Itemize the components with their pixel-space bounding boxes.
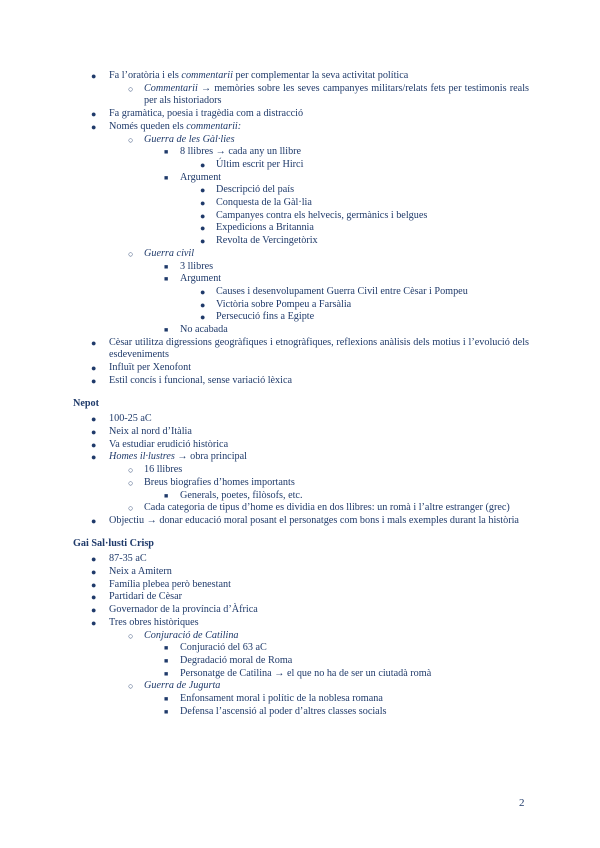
text-run: Defensa l’ascensió al poder d’altres classes socials — [180, 705, 387, 717]
nepot-notes-list — [73, 413, 529, 527]
square-bullet-icon: ■ — [164, 656, 169, 665]
disc-bullet-icon: ● — [91, 567, 97, 578]
text-run: Neix al nord d’Itàlia — [109, 425, 192, 437]
disc-bullet-icon: ● — [200, 236, 206, 247]
italic-text: Guerra civil — [144, 247, 195, 259]
text-run: Conjuració del 63 aC — [180, 642, 267, 654]
list-item-text — [180, 668, 529, 681]
list-item-text — [144, 502, 529, 515]
text-run: Tres obres històriques — [109, 616, 199, 628]
square-bullet-icon: ■ — [164, 669, 169, 678]
list-item-text — [180, 172, 529, 185]
list-item — [73, 655, 529, 668]
list-item — [73, 324, 529, 337]
list-item — [73, 299, 529, 312]
list-item — [73, 426, 529, 439]
text-run: Campanyes contra els helvecis, germànics i belgues — [216, 209, 428, 221]
circle-bullet-icon: ○ — [128, 248, 134, 259]
list-item-text — [144, 134, 529, 147]
text-run: Breus biografies d’homes importants — [144, 476, 295, 488]
list-item-text — [109, 579, 529, 592]
list-item-text — [216, 184, 529, 197]
list-item-text — [180, 273, 529, 286]
list-item-text — [180, 642, 529, 655]
text-run: Argument — [180, 171, 222, 183]
text-run: Partidari de Cèsar — [109, 591, 182, 603]
disc-bullet-icon: ● — [200, 185, 206, 196]
list-item-text — [144, 680, 529, 693]
list-item — [73, 693, 529, 706]
list-item — [73, 83, 529, 108]
disc-bullet-icon: ● — [91, 605, 97, 616]
text-run: Objectiu → donar educació moral posant el personatges com bons i mals exemples durant la història — [109, 514, 519, 526]
list-item — [73, 490, 529, 503]
text-run: 8 llibres → cada any un llibre — [180, 146, 302, 158]
list-item — [73, 337, 529, 362]
list-item-text — [109, 451, 529, 464]
disc-bullet-icon: ● — [91, 375, 97, 386]
list-item-text — [109, 108, 529, 121]
list-item-text — [144, 630, 529, 643]
page-number: 2 — [519, 797, 525, 809]
list-item — [73, 604, 529, 617]
list-item — [73, 566, 529, 579]
list-item — [73, 477, 529, 490]
disc-bullet-icon: ● — [91, 71, 97, 81]
list-item-text — [144, 464, 529, 477]
italic-text: Commentarii — [144, 82, 198, 94]
list-item-text — [216, 222, 529, 235]
list-item-text — [216, 235, 529, 248]
disc-bullet-icon: ● — [91, 554, 97, 565]
disc-bullet-icon: ● — [91, 337, 97, 348]
page-content — [73, 70, 529, 718]
text-run: Família plebea però benestant — [109, 578, 231, 590]
circle-bullet-icon: ○ — [128, 630, 134, 641]
list-item-text — [216, 197, 529, 210]
square-bullet-icon: ■ — [164, 491, 169, 500]
square-bullet-icon: ■ — [164, 173, 169, 182]
list-item — [73, 197, 529, 210]
list-item — [73, 680, 529, 693]
section-heading-sallust: Gai Sal·lusti Crisp — [73, 537, 154, 549]
list-item-text — [109, 553, 529, 566]
disc-bullet-icon: ● — [91, 579, 97, 590]
text-run: → obra principal — [174, 451, 247, 463]
list-item-text — [109, 515, 529, 528]
italic-text: Guerra de les Gàl·lies — [144, 133, 235, 145]
list-item-text — [109, 375, 529, 388]
list-item — [73, 515, 529, 528]
list-item — [73, 642, 529, 655]
disc-bullet-icon: ● — [91, 109, 97, 120]
square-bullet-icon: ■ — [164, 326, 169, 335]
list-item-text — [109, 70, 529, 83]
list-item-text — [144, 248, 529, 261]
list-item-text — [144, 477, 529, 490]
disc-bullet-icon: ● — [200, 198, 206, 209]
circle-bullet-icon: ○ — [128, 477, 134, 488]
circle-bullet-icon: ○ — [128, 83, 134, 94]
list-item — [73, 248, 529, 261]
text-run: Estil concís i funcional, sense variació lèxica — [109, 374, 293, 386]
caesar-notes-list — [73, 70, 529, 388]
text-run: Enfonsament moral i polític de la noblesa romana — [180, 693, 383, 705]
list-item-text — [109, 617, 529, 630]
list-item — [73, 261, 529, 274]
text-run: Només queden els — [109, 120, 187, 132]
text-run: → memòries sobre les seves campanyes militars/relats fets per testimonis reals per als historiadors — [144, 82, 529, 107]
list-item — [73, 184, 529, 197]
list-item — [73, 134, 529, 147]
list-item-text — [216, 299, 529, 312]
list-item-text — [216, 286, 529, 299]
list-item — [73, 159, 529, 172]
text-run: Influït per Xenofont — [109, 362, 192, 374]
list-item-text — [109, 604, 529, 617]
list-item-text — [109, 439, 529, 452]
disc-bullet-icon: ● — [200, 299, 206, 310]
list-item-text — [109, 413, 529, 426]
text-run: Personatge de Catilina → el que no ha de ser un ciutadà romà — [180, 667, 432, 679]
text-run: Causes i desenvolupament Guerra Civil entre Cèsar i Pompeu — [216, 285, 468, 297]
list-item — [73, 553, 529, 566]
italic-text: Homes il·lustres — [109, 451, 175, 463]
list-item — [73, 464, 529, 477]
list-item — [73, 617, 529, 630]
square-bullet-icon: ■ — [164, 644, 169, 653]
list-item — [73, 121, 529, 134]
text-run: Cada categoria de tipus d’home es dividia en dos llibres: un romà i l’altre estranger (grec) — [144, 502, 510, 514]
circle-bullet-icon: ○ — [128, 465, 134, 476]
text-run: Governador de la província d’Àfrica — [109, 604, 258, 616]
disc-bullet-icon: ● — [200, 159, 206, 170]
disc-bullet-icon: ● — [200, 286, 206, 297]
list-item-text — [216, 210, 529, 223]
disc-bullet-icon: ● — [91, 439, 97, 450]
text-run: per complementar la seva activitat política — [232, 70, 409, 81]
circle-bullet-icon: ○ — [128, 681, 134, 692]
text-run: Revolta de Vercingetòrix — [216, 235, 318, 247]
disc-bullet-icon: ● — [91, 426, 97, 437]
list-item — [73, 668, 529, 681]
list-item-text — [109, 337, 529, 362]
italic-text: Guerra de Jugurta — [144, 680, 221, 692]
list-item-text — [216, 311, 529, 324]
text-run: Argument — [180, 273, 222, 285]
text-run: Va estudiar erudició històrica — [109, 438, 229, 450]
list-item — [73, 579, 529, 592]
list-item — [73, 439, 529, 452]
list-item — [73, 108, 529, 121]
list-item-text — [109, 566, 529, 579]
text-run: Neix a Amitern — [109, 566, 172, 578]
circle-bullet-icon: ○ — [128, 134, 134, 145]
list-item — [73, 630, 529, 643]
text-run: Generals, poetes, filòsofs, etc. — [180, 489, 303, 501]
list-item-text — [180, 693, 529, 706]
list-item — [73, 222, 529, 235]
list-item-text — [180, 706, 529, 719]
list-item — [73, 70, 529, 83]
list-item-text — [180, 146, 529, 159]
disc-bullet-icon: ● — [91, 363, 97, 374]
disc-bullet-icon: ● — [200, 312, 206, 323]
text-run: No acabada — [180, 324, 228, 336]
disc-bullet-icon: ● — [91, 414, 97, 425]
italic-text: commentarii: — [186, 120, 242, 132]
list-item-text — [216, 159, 529, 172]
list-item — [73, 235, 529, 248]
list-item — [73, 286, 529, 299]
list-item — [73, 273, 529, 286]
disc-bullet-icon: ● — [91, 617, 97, 628]
disc-bullet-icon: ● — [91, 452, 97, 463]
text-run: Cèsar utilitza digressions geogràfiques i etnogràfiques, reflexions anàlisis dels motius i l’evolució dels esdeveniments — [109, 336, 529, 361]
text-run: Expedicions a Britannia — [216, 222, 314, 234]
disc-bullet-icon: ● — [200, 223, 206, 234]
italic-text: Conjuració de Catilina — [144, 629, 239, 641]
text-run: Fa l’oratòria i els — [109, 70, 182, 81]
text-run: Conquesta de la Gàl·lia — [216, 197, 312, 209]
text-run: Degradació moral de Roma — [180, 654, 293, 666]
list-item-text — [109, 591, 529, 604]
text-run: Últim escrit per Hirci — [216, 158, 304, 170]
disc-bullet-icon: ● — [200, 210, 206, 221]
square-bullet-icon: ■ — [164, 148, 169, 157]
list-item-text — [109, 426, 529, 439]
text-run: Victòria sobre Pompeu a Farsàlia — [216, 298, 352, 310]
disc-bullet-icon: ● — [91, 121, 97, 132]
disc-bullet-icon: ● — [91, 515, 97, 526]
list-item-text — [180, 324, 529, 337]
text-run: 87-35 aC — [109, 553, 147, 565]
list-item — [73, 172, 529, 185]
list-item — [73, 210, 529, 223]
text-run: 100-25 aC — [109, 413, 152, 425]
list-item — [73, 146, 529, 159]
text-run: Descripció del país — [216, 184, 295, 196]
list-item — [73, 502, 529, 515]
list-item-text — [109, 362, 529, 375]
sallust-notes-list — [73, 553, 529, 718]
list-item — [73, 706, 529, 719]
text-run: Persecució fins a Egipte — [216, 311, 315, 323]
square-bullet-icon: ■ — [164, 275, 169, 284]
list-item-text — [180, 261, 529, 274]
list-item — [73, 362, 529, 375]
square-bullet-icon: ■ — [164, 262, 169, 271]
text-run: 16 llibres — [144, 464, 183, 476]
section-heading-nepot: Nepot — [73, 397, 100, 409]
list-item-text — [180, 655, 529, 668]
list-item — [73, 375, 529, 388]
list-item — [73, 413, 529, 426]
list-item-text — [109, 121, 529, 134]
list-item-text — [180, 490, 529, 503]
list-item — [73, 311, 529, 324]
list-item — [73, 451, 529, 464]
text-run: 3 llibres — [180, 260, 214, 272]
text-run: Fa gramàtica, poesia i tragèdia com a distracció — [109, 108, 304, 120]
disc-bullet-icon: ● — [91, 592, 97, 603]
list-item — [73, 591, 529, 604]
square-bullet-icon: ■ — [164, 707, 169, 716]
list-item-text — [144, 83, 529, 108]
italic-text: commentarii — [181, 70, 233, 81]
circle-bullet-icon: ○ — [128, 503, 134, 514]
square-bullet-icon: ■ — [164, 695, 169, 704]
